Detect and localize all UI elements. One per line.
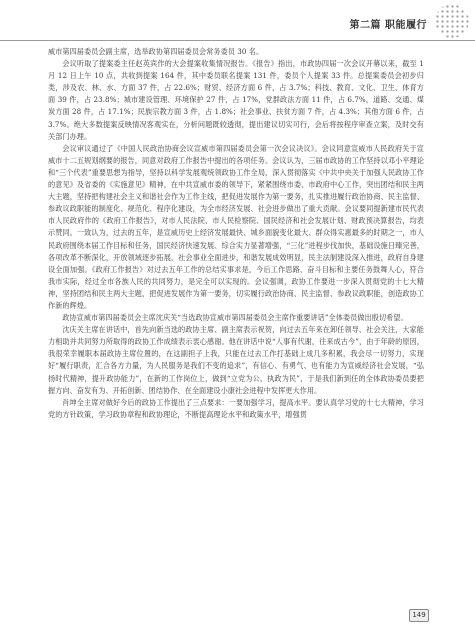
section-title: 第二篇 职能履行: [349, 20, 427, 31]
paragraph: 会议听取了提案委主任赵英宾作的大会提案收集情况报告。《报告》指出，市政协四届一次会议开幕以来，截至 1 月 12 日上午 10 点，共收到提案 164 件，其中委员联名提案 131 件，委员个人提案 33 件。总提案委员会初步归类，涉及农、林、水、方面 37 件，占 22.6%；财贸、经济方面 6 件，占 3.7%；科技、教育、文化、卫生、体育方面 39 件，占 23.8%；城市建设管理、环境保护 27 件，占 17%，党群政法方面 11 件，占 6.7%，道路、交通、煤炭方面 28 件，占 17.1%；民族宗教方面 3 件，占 1.8%；社会事业、扶贫方面 7 件，占 4.3%；其他方面 6 件，占 3.7%。绝大多数提案反映情况客观实在，分析问题既较透彻，提出建议切实可行，会后将按程序审查立案，及时交有关部门办理。: [48, 59, 424, 141]
body-text: [48, 46, 424, 606]
paragraph: 威市第四届委员会副主席，选举政协第四届委员会常务委员 30 名。: [48, 47, 264, 56]
paragraph: 会议审议通过了《中国人民政治协商会议宣威市第四届委员会第一次会议决议》。会议同意宣威市人民政府关于宣威市十二五规划纲要的报告，同意对政府工作报告中提出的各项任务。会议认为，三届市政协的工作坚持以邓小平理论和“三个代表”重要思想为指导，坚持以科学发展观统领政协工作全局，深入贯彻落实《中共中央关于加强人民政协工作的意见》及省委的《实施意见》精神，在中共宣威市委的领导下，紧紧围绕市委、市政府中心工作，突出团结和民主两大主题，坚持把构建社会主义和谐社会作为工作主线，把促进发展作为第一要务，扎实推进履行政治协商、民主监督、参政议政职能的制度化、规范化、程序化建设，为全市经济发展、社会进步做出了重大贡献。会议要同提新建市民代表市人民政府作的《政府工作报告》，对市人民法院、市人民检察院、国民经济和社会发展计划、财政预决算报告，均表示赞同。一致认为，过去的五年，是宣威历史上经济发展最快、城乡面貌变化最大、群众得实惠最多的时期之一，市人民政府围绕本届工作目标和任务，国民经济快速发展、综合实力显著增强，“三化”进程步伐加快，基础设施日臻完善，各项改革不断深化，开放领域逐步拓展，社会事业全面进步，和谐发展成效明显，民主法制建设深入推进，政府自身建设全面加强。《政府工作报告》对过去五年工作的总结实事求是，今后工作思路、奋斗目标和主要任务鼓舞人心，符合我市实际，经过全市各族人民的共同努力，是完全可以实现的。会议强调，政协工作要进一步深入贯彻党的十七大精神，坚持团结和民主两大主题，把促进发展作为第一要务，切实履行政治协商、民主监督、参政议政职能，创造政协工作新的辉煌。: [48, 143, 424, 310]
decorative-dot-pattern-icon: [435, 4, 469, 38]
page-number: 149: [409, 609, 429, 622]
paragraph: 沈庆关主席在讲话中，首先向新当选的政协主席、副主席表示祝贺，向过去五年来在卸任领导、社会关注，大家能力相助并共同努力所取得的政协工作成绩表示衷心感谢。他在讲话中说“人事有代谢，往来成古今”，由于年龄的原因，我很荣幸履职本届政协主席位置的，在这副担子上我，只能在过去工作打基础上成几多积累，我会尽一切努力，实现好“履行职责，汇合各方力量，为人民服务是我们不变的追求”，有信心、有勇气、也有能力为宣威经济社会发展，“弘扬时代精神，提升政协能力”，在新的工作岗位上，做到“立党为公，执政为民”，于是我们新到任的全体政协委员要把握方向、奋发有为、开拓创新、团结协作、在全面建设小康社会进程中发挥更大作用。: [48, 325, 424, 395]
running-header: [0, 0, 475, 41]
paragraph: 政协宣威市第四届委员会主席沈庆关“当选政协宣威市第四届委员会主席作重要讲话”全体委员做出殷切希望。: [62, 313, 408, 323]
paragraph: 肖坤全主席对做好今后的政协工作提出了三点要求：一要加强学习，提高水平。要认真学习党的十七大精神，学习党的方针政策，学习政协章程和政协理论，不断提高理论水平和政策水平，增强贯: [48, 397, 424, 419]
